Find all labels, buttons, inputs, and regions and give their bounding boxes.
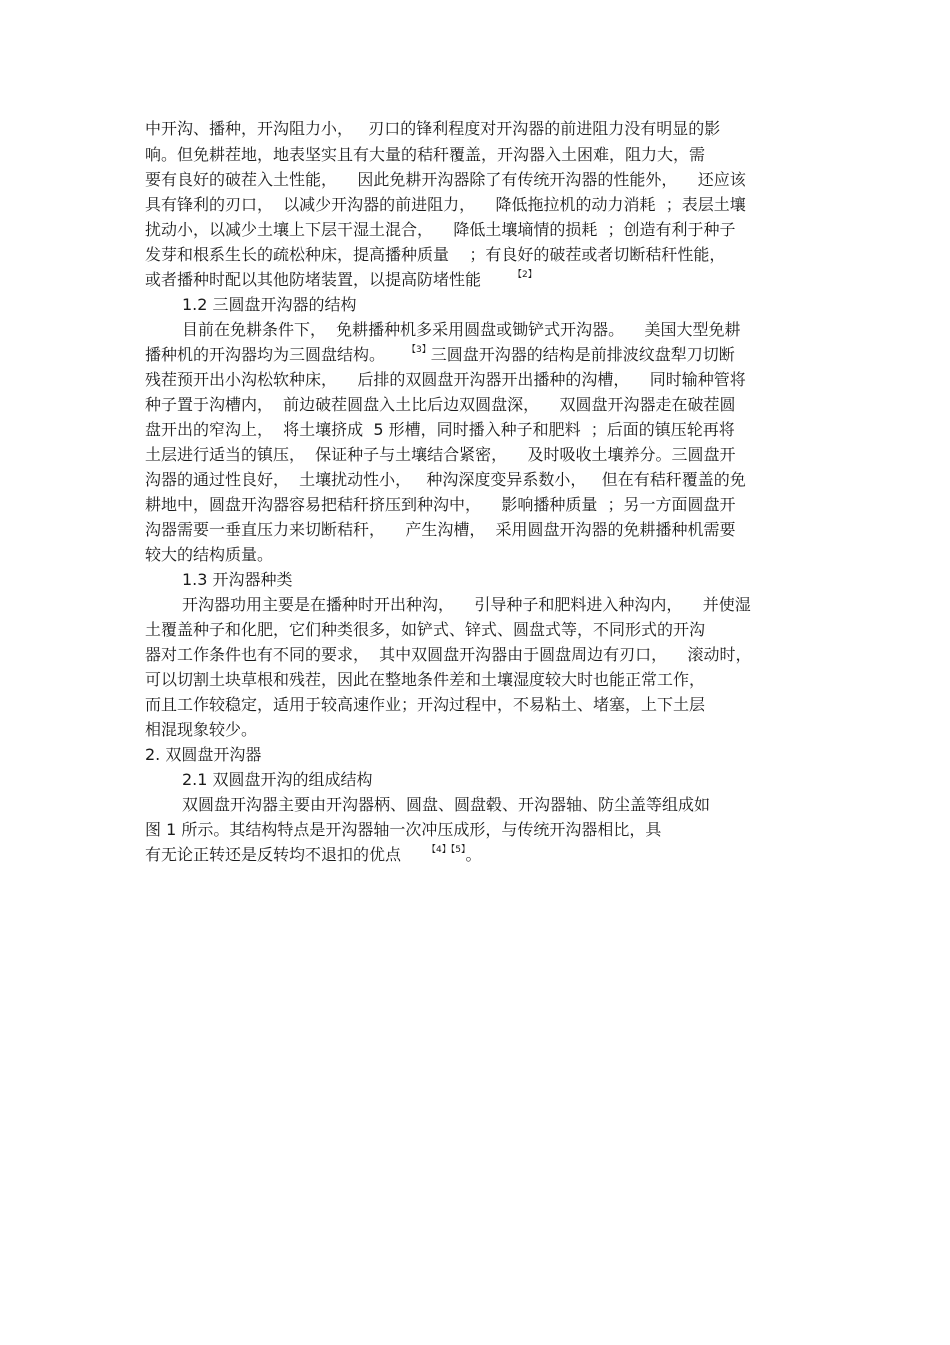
body-line: 要有良好的破茬入土性能， 因此免耕开沟器除了有传统开沟器的性能外， 还应该 — [145, 170, 746, 189]
body-line: 目前在免耕条件下， 免耕播种机多采用圆盘或锄铲式开沟器。 美国大型免耕 — [182, 320, 741, 339]
body-line — [145, 845, 482, 868]
body-line: 中开沟、播种，开沟阻力小， 刃口的锋利程度对开沟器的前进阻力没有明显的影 — [145, 119, 721, 138]
body-line: 发芽和根系生长的疏松种床，提高播种质量 ；有良好的破茬或者切断秸秆性能， — [145, 245, 726, 264]
body-line: 相混现象较少。 — [145, 720, 258, 739]
section-heading-2: 2. 双圆盘开沟器 — [145, 745, 262, 764]
citation-ref: 【5】 — [450, 845, 466, 855]
body-line: 响。但免耕茬地，地表坚实且有大量的秸秆覆盖，开沟器入土困难，阻力大，需 — [145, 145, 706, 164]
body-line: 耕地中，圆盘开沟器容易把秸秆挤压到种沟中， 影响播种质量 ；另一方面圆盘开 — [145, 495, 736, 514]
citation-ref: 【3】 — [407, 345, 431, 355]
body-line: 器对工作条件也有不同的要求， 其中双圆盘开沟器由于圆盘周边有刃口， 滚动时， — [145, 645, 752, 664]
body-text: 播种机的开沟器均为三圆盘结构。 — [145, 345, 386, 364]
body-line: 残茬预开出小沟松软种床， 后排的双圆盘开沟器开出播种的沟槽， 同时输种管将 — [145, 370, 746, 389]
body-line: 双圆盘开沟器主要由开沟器柄、圆盘、圆盘毂、开沟器轴、防尘盖等组成如 — [182, 795, 711, 814]
body-text: 。 — [465, 845, 482, 864]
body-text: 或者播种时配以其他防堵装置，以提高防堵性能 — [145, 270, 482, 289]
body-line: 具有锋利的刃口， 以减少开沟器的前进阻力， 降低拖拉机的动力消耗 ；表层土壤 — [145, 195, 746, 214]
body-line — [145, 345, 735, 368]
body-line: 图 1 所示。其结构特点是开沟器轴一次冲压成形，与传统开沟器相比，具 — [145, 820, 662, 839]
body-line: 较大的结构质量。 — [145, 545, 274, 564]
body-line: 土层进行适当的镇压， 保证种子与土壤结合紧密， 及时吸收土壤养分。三圆盘开 — [145, 445, 736, 464]
section-heading-1-3: 1.3 开沟器种类 — [182, 570, 293, 589]
body-text: 三圆盘开沟器的结构是前排波纹盘犁刀切断 — [430, 345, 735, 364]
body-line — [145, 270, 537, 293]
section-heading-1-2: 1.2 三圆盘开沟器的结构 — [182, 295, 357, 314]
body-line: 开沟器功用主要是在播种时开出种沟， 引导种子和肥料进入种沟内， 并使湿 — [182, 595, 751, 614]
body-line: 沟器需要一垂直压力来切断秸秆， 产生沟槽， 采用圆盘开沟器的免耕播种机需要 — [145, 520, 736, 539]
body-line: 土覆盖种子和化肥，它们种类很多，如铲式、锌式、圆盘式等，不同形式的开沟 — [145, 620, 706, 639]
body-line: 盘开出的窄沟上， 将土壤挤成 5 形槽，同时播入种子和肥料 ；后面的镇压轮再将 — [145, 420, 735, 439]
citation-ref: 【2】 — [513, 270, 537, 280]
citation-ref: 【4】 — [427, 845, 451, 855]
body-line: 沟器的通过性良好， 土壤扰动性小， 种沟深度变异系数小， 但在有秸秆覆盖的免 — [145, 470, 746, 489]
section-heading-2-1: 2.1 双圆盘开沟的组成结构 — [182, 770, 373, 789]
body-text: 有无论正转还是反转均不退扣的优点 — [145, 845, 402, 864]
body-line: 扰动小，以减少土壤上下层干湿土混合， 降低土壤墒情的损耗 ；创造有利于种子 — [145, 220, 736, 239]
body-line: 种子置于沟槽内， 前边破茬圆盘入土比后边双圆盘深， 双圆盘开沟器走在破茬圆 — [145, 395, 736, 414]
body-line: 而且工作较稳定，适用于较高速作业；开沟过程中，不易粘土、堵塞，上下土层 — [145, 695, 706, 714]
body-line: 可以切割土块草根和残茬，因此在整地条件差和土壤湿度较大时也能正常工作， — [145, 670, 706, 689]
